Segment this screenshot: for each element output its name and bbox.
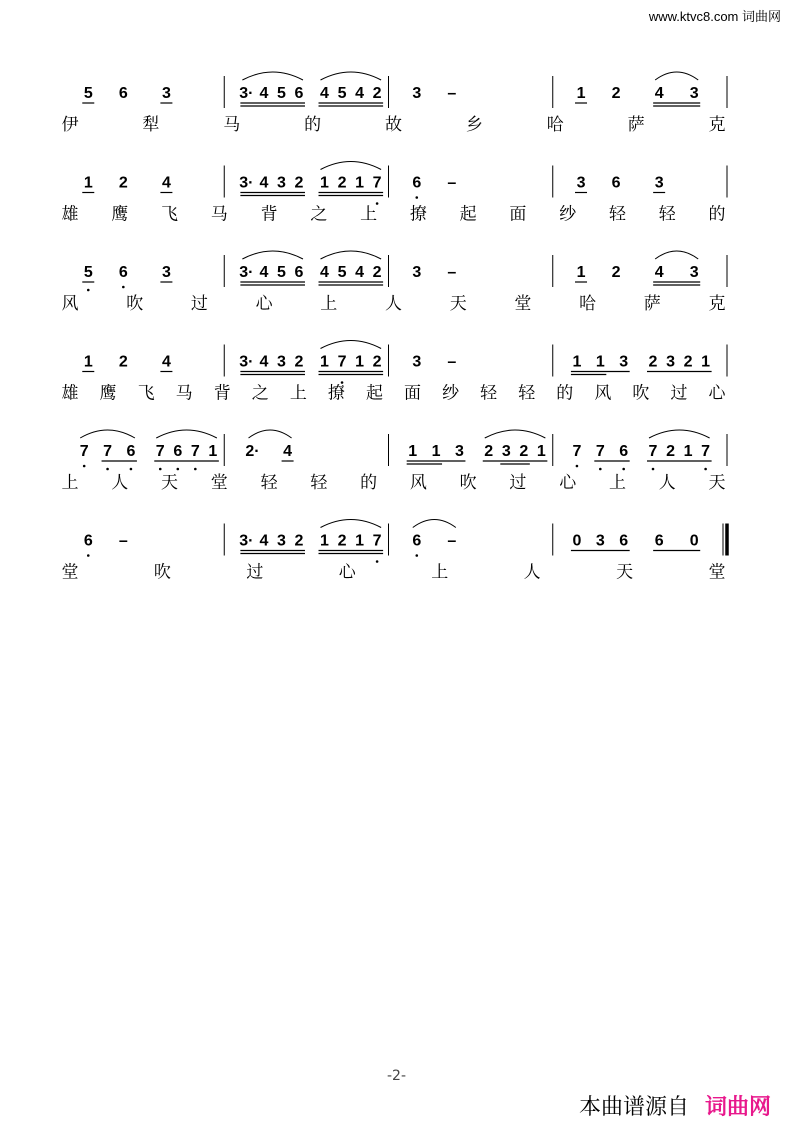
- slur: [321, 341, 382, 349]
- note: 1: [595, 353, 605, 371]
- lower-octave-dot: [599, 468, 602, 471]
- note: 2: [372, 85, 382, 102]
- note: 3: [276, 174, 286, 192]
- lower-octave-dot: [176, 468, 179, 471]
- note: 4: [654, 264, 664, 281]
- note: 6: [118, 264, 128, 281]
- note: 3: [276, 532, 286, 550]
- slur: [655, 251, 698, 259]
- note: 1: [320, 532, 329, 550]
- lyric-char: 之: [310, 204, 328, 224]
- lyric-char: 起: [365, 383, 383, 403]
- lyric-char: 轻: [518, 383, 536, 403]
- note: 5: [83, 85, 93, 102]
- lyric-char: 堂: [61, 562, 79, 582]
- note: 1: [208, 443, 218, 460]
- note: 1: [355, 174, 365, 192]
- lyric-char: 面: [404, 383, 422, 403]
- lyric-char: 堂: [210, 473, 228, 492]
- note: 3: [654, 174, 664, 192]
- note: 1: [576, 264, 586, 281]
- note: 4: [283, 443, 293, 460]
- slur: [321, 251, 382, 259]
- note: 7: [337, 353, 347, 371]
- lyric-char: 吹: [459, 473, 477, 492]
- header-site-url: www.ktvc8.com 词曲网: [648, 9, 781, 24]
- slur: [80, 430, 135, 438]
- note: 3: [454, 443, 464, 460]
- note: 3: [595, 532, 605, 550]
- note: 2: [648, 353, 658, 371]
- footer-site-name: 词曲网: [704, 1095, 771, 1120]
- note: 3: [161, 264, 171, 281]
- note: 3: [501, 443, 511, 460]
- lyric-char: 萨: [643, 294, 661, 313]
- note: 6: [412, 174, 422, 192]
- slur: [321, 162, 382, 170]
- note: 7: [372, 174, 382, 192]
- note: 3·: [239, 532, 254, 550]
- note: 7: [595, 443, 605, 460]
- lyric-char: 萨: [627, 115, 645, 134]
- slur: [242, 251, 303, 259]
- lyric-char: 犁: [142, 115, 160, 134]
- note: 3·: [239, 264, 254, 281]
- lyric-char: 乡: [465, 115, 483, 134]
- lyric-char: 克: [708, 294, 726, 313]
- lyric-char: 轻: [260, 473, 278, 492]
- note: 6: [619, 532, 629, 550]
- page-number: -2-: [386, 1068, 406, 1084]
- note: 2: [666, 443, 675, 460]
- note: 3: [412, 353, 422, 371]
- note: 6: [83, 532, 93, 550]
- lower-octave-dot: [415, 196, 418, 199]
- lyric-char: 马: [223, 115, 241, 134]
- note: 2: [294, 174, 304, 192]
- lyric-char: 风: [409, 473, 427, 492]
- slur: [413, 520, 456, 528]
- lyric-char: 人: [385, 294, 402, 313]
- lyric-char: 飞: [161, 204, 179, 224]
- lyric-char: 心: [559, 473, 577, 492]
- lyric-char: 雄: [61, 204, 79, 224]
- lyric-char: 面: [509, 204, 527, 224]
- lyric-char: 故: [385, 115, 402, 134]
- lyric-char: 上: [320, 294, 338, 313]
- footer: [579, 1090, 771, 1121]
- note: 3: [666, 353, 675, 371]
- note: 2: [337, 174, 347, 192]
- note: –: [447, 85, 457, 102]
- note: 2: [372, 353, 382, 371]
- slur: [321, 72, 382, 80]
- lyric-char: 纱: [559, 204, 577, 224]
- lyric-char: 背: [260, 204, 278, 224]
- note: –: [447, 532, 457, 550]
- note: 3: [276, 353, 286, 371]
- note: 6: [654, 532, 664, 550]
- lyric-char: 吹: [632, 383, 650, 403]
- note: 6: [173, 443, 183, 460]
- slur: [485, 430, 546, 438]
- note: 1: [355, 353, 365, 371]
- lyric-char: 鹰: [111, 204, 129, 224]
- slur: [655, 72, 698, 80]
- lower-octave-dot: [415, 554, 418, 557]
- note: 3: [161, 85, 171, 102]
- note: 4: [320, 85, 329, 102]
- lyric-char: 轻: [480, 383, 498, 403]
- lyric-char: 的: [556, 383, 574, 403]
- lyric-char: 风: [594, 383, 612, 403]
- lyric-char: 天: [708, 473, 726, 492]
- note: 1: [83, 353, 93, 371]
- note: 1: [683, 443, 693, 460]
- footer-source-label: 本曲谱源自: [578, 1095, 689, 1120]
- lower-octave-dot: [652, 468, 655, 471]
- note: 3·: [239, 85, 254, 102]
- lyric-char: 撩: [409, 204, 427, 224]
- note: 6: [126, 443, 136, 460]
- lyric-char: 纱: [442, 383, 460, 403]
- note: 1: [320, 353, 329, 371]
- note: 1: [355, 532, 365, 550]
- lyric-char: 过: [670, 383, 688, 403]
- note: 2: [294, 353, 304, 371]
- note: 7: [372, 532, 382, 550]
- note: 4: [320, 264, 329, 281]
- note: 4: [355, 85, 365, 102]
- note: 4: [161, 353, 171, 371]
- lyric-char: 的: [304, 115, 322, 134]
- note: 4: [259, 353, 269, 371]
- note: 4: [259, 532, 269, 550]
- lyric-char: 上: [289, 383, 307, 403]
- note: 0: [572, 532, 582, 550]
- lyric-char: 起: [459, 204, 477, 224]
- note: 1: [536, 443, 546, 460]
- lower-octave-dot: [87, 554, 90, 557]
- lyric-char: 天: [616, 562, 634, 582]
- note: 3: [412, 264, 422, 281]
- note: 7: [155, 443, 165, 460]
- note: 7: [648, 443, 658, 460]
- note: 6: [611, 174, 621, 192]
- note: 2: [118, 353, 128, 371]
- lyric-char: 天: [161, 473, 179, 492]
- lyric-char: 撩: [327, 383, 345, 403]
- lyric-char: 背: [213, 383, 231, 403]
- note: 6: [619, 443, 629, 460]
- lyric-char: 马: [210, 204, 228, 224]
- slur: [156, 430, 217, 438]
- note: 3: [576, 174, 586, 192]
- note: 3: [689, 264, 699, 281]
- note: 2: [611, 264, 621, 281]
- lyric-char: 过: [190, 294, 208, 313]
- lower-octave-dot: [159, 468, 162, 471]
- note: 1: [320, 174, 329, 192]
- note: 1: [572, 353, 582, 371]
- note: 2: [484, 443, 494, 460]
- note: 7: [103, 443, 113, 460]
- lyric-char: 心: [255, 294, 273, 313]
- lyric-char: 哈: [546, 115, 564, 134]
- note: 1: [576, 85, 586, 102]
- note: 2: [519, 443, 529, 460]
- note: 6: [294, 264, 304, 281]
- note: 5: [276, 264, 286, 281]
- lyric-char: 上: [61, 473, 79, 492]
- lyric-char: 堂: [514, 294, 532, 313]
- lyric-char: 吹: [153, 562, 171, 582]
- note: –: [447, 353, 457, 371]
- note: 2: [683, 353, 693, 371]
- lyric-char: 过: [246, 562, 264, 582]
- note: 7: [190, 443, 200, 460]
- note: 1: [701, 353, 711, 371]
- note: 4: [654, 85, 664, 102]
- note: 5: [83, 264, 93, 281]
- lower-octave-dot: [376, 560, 379, 563]
- note: 1: [408, 443, 418, 460]
- lyric-char: 人: [523, 562, 541, 582]
- lyric-char: 上: [608, 473, 626, 492]
- note: 3·: [239, 353, 254, 371]
- note: 6: [118, 85, 128, 102]
- note: 3: [689, 85, 699, 102]
- note: 6: [412, 532, 422, 550]
- note: 4: [355, 264, 365, 281]
- lower-octave-dot: [130, 468, 133, 471]
- slur: [321, 520, 382, 528]
- lyric-char: 上: [431, 562, 449, 582]
- note: –: [118, 532, 128, 550]
- lower-octave-dot: [576, 465, 579, 468]
- lyric-char: 轻: [310, 473, 328, 492]
- lyric-char: 堂: [708, 562, 726, 582]
- note: 5: [337, 264, 347, 281]
- note: 4: [259, 85, 269, 102]
- lyric-char: 吹: [126, 294, 144, 313]
- note: 2: [611, 85, 621, 102]
- note: 6: [294, 85, 304, 102]
- note: 7: [701, 443, 711, 460]
- note: 3: [619, 353, 629, 371]
- lyric-char: 过: [509, 473, 527, 492]
- note: 3: [412, 85, 422, 102]
- lower-octave-dot: [122, 286, 125, 289]
- note: 2: [372, 264, 382, 281]
- note: 1: [83, 174, 93, 192]
- note: 7: [79, 443, 89, 460]
- lyric-char: 心: [708, 383, 726, 403]
- note: 2·: [245, 443, 260, 460]
- note: 7: [572, 443, 582, 460]
- lower-octave-dot: [83, 465, 86, 468]
- lyric-char: 上: [360, 204, 378, 224]
- note: 0: [689, 532, 699, 550]
- lyric-char: 马: [175, 383, 193, 403]
- lower-octave-dot: [87, 289, 90, 292]
- note: 5: [337, 85, 347, 102]
- lyric-char: 心: [338, 562, 356, 582]
- lower-octave-dot: [194, 468, 197, 471]
- lyric-char: 克: [708, 115, 726, 134]
- lyric-char: 的: [708, 204, 726, 224]
- lower-octave-dot: [106, 468, 109, 471]
- lyric-char: 的: [360, 473, 378, 492]
- slur: [649, 430, 710, 438]
- lyric-char: 飞: [137, 383, 155, 403]
- lyric-char: 之: [251, 383, 269, 403]
- note: –: [447, 264, 457, 281]
- note: –: [447, 174, 457, 192]
- note: 2: [118, 174, 128, 192]
- note: 5: [276, 85, 286, 102]
- note: 4: [259, 264, 269, 281]
- lyric-char: 哈: [579, 294, 597, 313]
- note: 3·: [239, 174, 254, 192]
- lyric-char: 伊: [61, 115, 79, 134]
- lyric-char: 人: [111, 473, 129, 492]
- note: 4: [161, 174, 171, 192]
- lyric-char: 雄: [61, 383, 79, 403]
- lyric-char: 鹰: [99, 383, 117, 403]
- lyric-char: 轻: [608, 204, 626, 224]
- note: 4: [259, 174, 269, 192]
- lyric-char: 人: [658, 473, 676, 492]
- note: 2: [294, 532, 304, 550]
- slur: [249, 430, 292, 438]
- note: 1: [431, 443, 441, 460]
- lyric-char: 天: [449, 294, 467, 313]
- lower-octave-dot: [704, 468, 707, 471]
- slur: [242, 72, 303, 80]
- note: 2: [337, 532, 347, 550]
- lower-octave-dot: [622, 468, 625, 471]
- lyric-char: 风: [61, 294, 79, 313]
- lyric-char: 轻: [658, 204, 676, 224]
